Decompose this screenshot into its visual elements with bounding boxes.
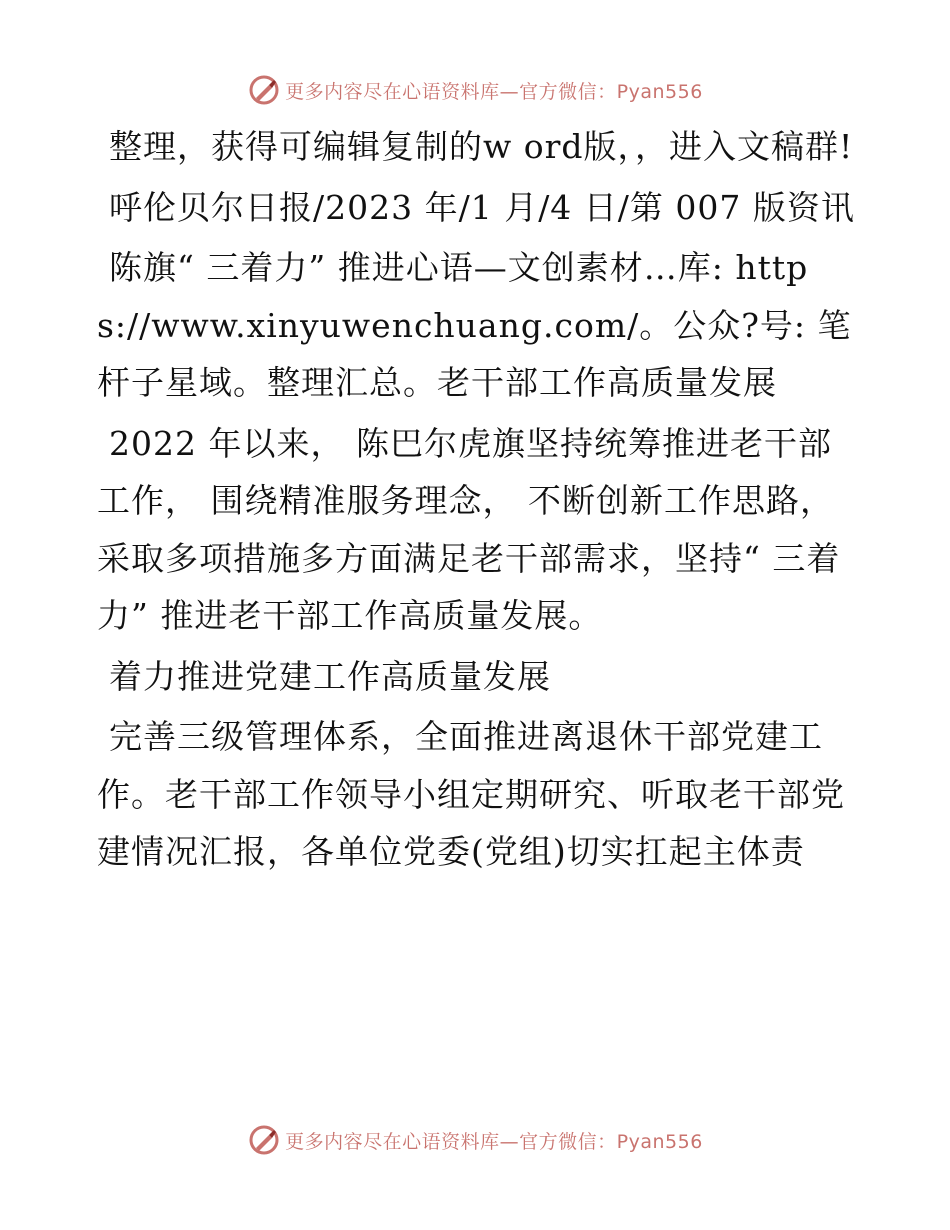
banner-text: 更多内容尽在心语资料库—官方微信：Pyan556 (285, 80, 703, 103)
footer-watermark-banner (0, 1120, 950, 1160)
pen-logo-icon (247, 1123, 281, 1157)
banner-text: 更多内容尽在心语资料库—官方微信：Pyan556 (285, 1130, 703, 1153)
paragraph-source: 呼伦贝尔日报/2023 年/1 月/4 日/第 007 版资讯 (109, 187, 855, 227)
paragraph-title: 陈旗“ 三着力” 推进心语—文创素材…库: https://www.xinyuwenchuang.com/。公众?号: 笔杆子星域。整理汇总。老干部工作高质量发展 (97, 248, 852, 402)
pen-logo-icon (247, 73, 281, 107)
header-watermark-banner (0, 70, 950, 110)
paragraph-summary: 2022 年以来， 陈巴尔虎旗坚持统筹推进老干部工作， 围绕精准服务理念， 不断创新工作思路，采取多项措施多方面满足老干部需求，坚持“ 三着力” 推进老干部工作高质量发展。 (97, 423, 841, 635)
paragraph-heading: 着力推进党建工作高质量发展 (109, 656, 551, 696)
paragraph-intro: 整理，获得可编辑复制的w ord版，，进入文稿群! (109, 127, 854, 166)
paragraph-body: 完善三级管理体系，全面推进离退休干部党建工作。老干部工作领导小组定期研究、听取老干部党建情况汇报，各单位党委(党组)切实扛起主体责 (97, 717, 845, 871)
document-body (97, 118, 857, 884)
